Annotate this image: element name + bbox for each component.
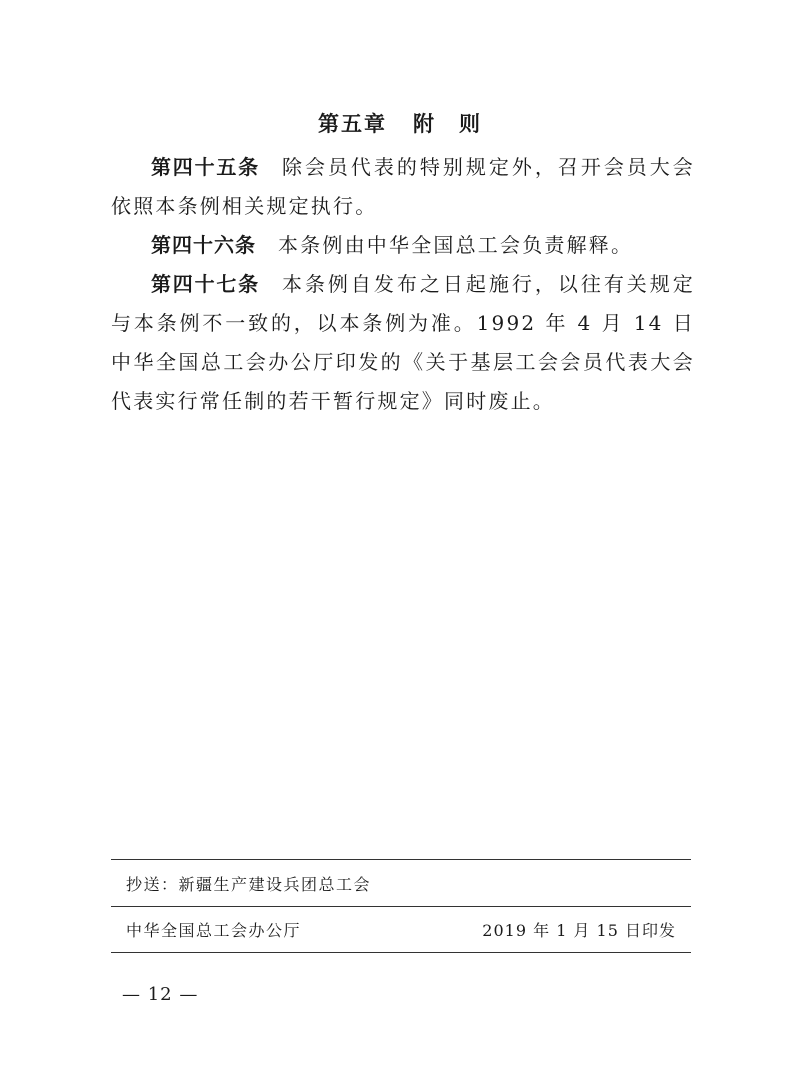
issue-date: 2019 年 1 月 15 日印发 [482, 921, 676, 940]
article-number: 第四十六条 [151, 233, 256, 257]
article-45 [111, 148, 695, 226]
footer-divider-top [111, 859, 691, 860]
articles-body [111, 148, 695, 421]
chapter-subtitle: 附 则 [413, 112, 482, 136]
chapter-heading [0, 108, 800, 138]
issuing-office: 中华全国总工会办公厅 [126, 921, 302, 940]
article-text: 本条例自发布之日起施行，以往有关规定与本条例不一致的，以本条例为准。1992 年 4 月 14 日中华全国总工会办公厅印发的《关于基层工会会员代表大会代表实行常任制的若干暂行规定》同时废止。 [111, 272, 695, 413]
article-text: 本条例由中华全国总工会负责解释。 [278, 233, 634, 257]
article-47 [111, 265, 695, 421]
article-number: 第四十七条 [151, 272, 260, 296]
page-number: — 12 — [122, 984, 199, 1005]
cc-recipients: 抄送：新疆生产建设兵团总工会 [126, 875, 372, 894]
chapter-title: 第五章 [318, 112, 387, 136]
article-text: 除会员代表的特别规定外，召开会员大会依照本条例相关规定执行。 [111, 155, 695, 218]
article-46 [111, 226, 695, 265]
footer-divider-middle [111, 906, 691, 907]
footer-divider-bottom [111, 952, 691, 953]
article-number: 第四十五条 [151, 155, 260, 179]
